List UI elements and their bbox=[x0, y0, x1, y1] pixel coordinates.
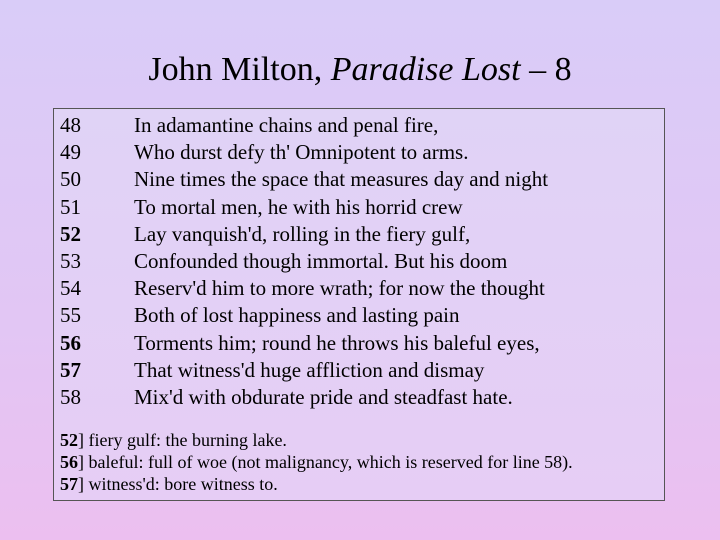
line-number: 48 bbox=[60, 113, 81, 137]
footnote bbox=[60, 429, 573, 451]
line-text: Reserv'd him to more wrath; for now the thought bbox=[134, 276, 545, 301]
line-number: 57 bbox=[60, 357, 81, 382]
line-number: 54 bbox=[60, 276, 81, 301]
line-number: 52 bbox=[60, 221, 81, 246]
slide-title bbox=[0, 50, 720, 90]
footnote-text: ] witness'd: bore witness to. bbox=[78, 474, 278, 494]
verse-line bbox=[60, 112, 548, 139]
line-text: To mortal men, he with his horrid crew bbox=[134, 194, 463, 219]
line-number: 53 bbox=[60, 248, 81, 273]
line-text: Both of lost happiness and lasting pain bbox=[134, 303, 460, 328]
footnote-ref: 56 bbox=[60, 452, 78, 472]
line-number: 55 bbox=[60, 303, 81, 328]
line-number: 56 bbox=[60, 330, 81, 355]
footnote-ref: 57 bbox=[60, 474, 78, 494]
line-text: Who durst defy th' Omnipotent to arms. bbox=[134, 140, 469, 165]
verse-line bbox=[60, 166, 548, 193]
line-number: 50 bbox=[60, 167, 81, 192]
verse-line bbox=[60, 248, 548, 275]
line-text: Torments him; round he throws his baleful eyes, bbox=[134, 330, 540, 355]
line-number: 51 bbox=[60, 194, 81, 219]
line-number: 58 bbox=[60, 384, 81, 409]
verse-line bbox=[60, 194, 548, 221]
title-part: – 8 bbox=[529, 51, 572, 88]
line-text: Nine times the space that measures day and night bbox=[134, 167, 549, 192]
title-work: Paradise Lost bbox=[330, 51, 521, 88]
verse-line bbox=[60, 139, 548, 166]
line-text: In adamantine chains and penal fire, bbox=[134, 113, 439, 137]
footnote bbox=[60, 473, 573, 495]
verse-line bbox=[60, 221, 548, 248]
title-author: John Milton, bbox=[148, 51, 323, 88]
footnote bbox=[60, 451, 573, 473]
verse-line bbox=[60, 384, 548, 411]
footnote-text: ] fiery gulf: the burning lake. bbox=[78, 430, 287, 450]
verse-line bbox=[60, 302, 548, 329]
line-number: 49 bbox=[60, 140, 81, 165]
footnotes bbox=[60, 429, 573, 495]
line-text: Confounded though immortal. But his doom bbox=[134, 248, 508, 273]
line-text: Mix'd with obdurate pride and steadfast hate. bbox=[134, 384, 513, 409]
verse-lines bbox=[60, 112, 548, 411]
line-text: Lay vanquish'd, rolling in the fiery gulf, bbox=[134, 221, 471, 246]
verse-line bbox=[60, 357, 548, 384]
verse-line bbox=[60, 275, 548, 302]
footnote-ref: 52 bbox=[60, 430, 78, 450]
verse-line bbox=[60, 330, 548, 357]
line-text: That witness'd huge affliction and dismay bbox=[134, 357, 485, 382]
footnote-text: ] baleful: full of woe (not malignancy, which is reserved for line 58). bbox=[78, 452, 573, 472]
